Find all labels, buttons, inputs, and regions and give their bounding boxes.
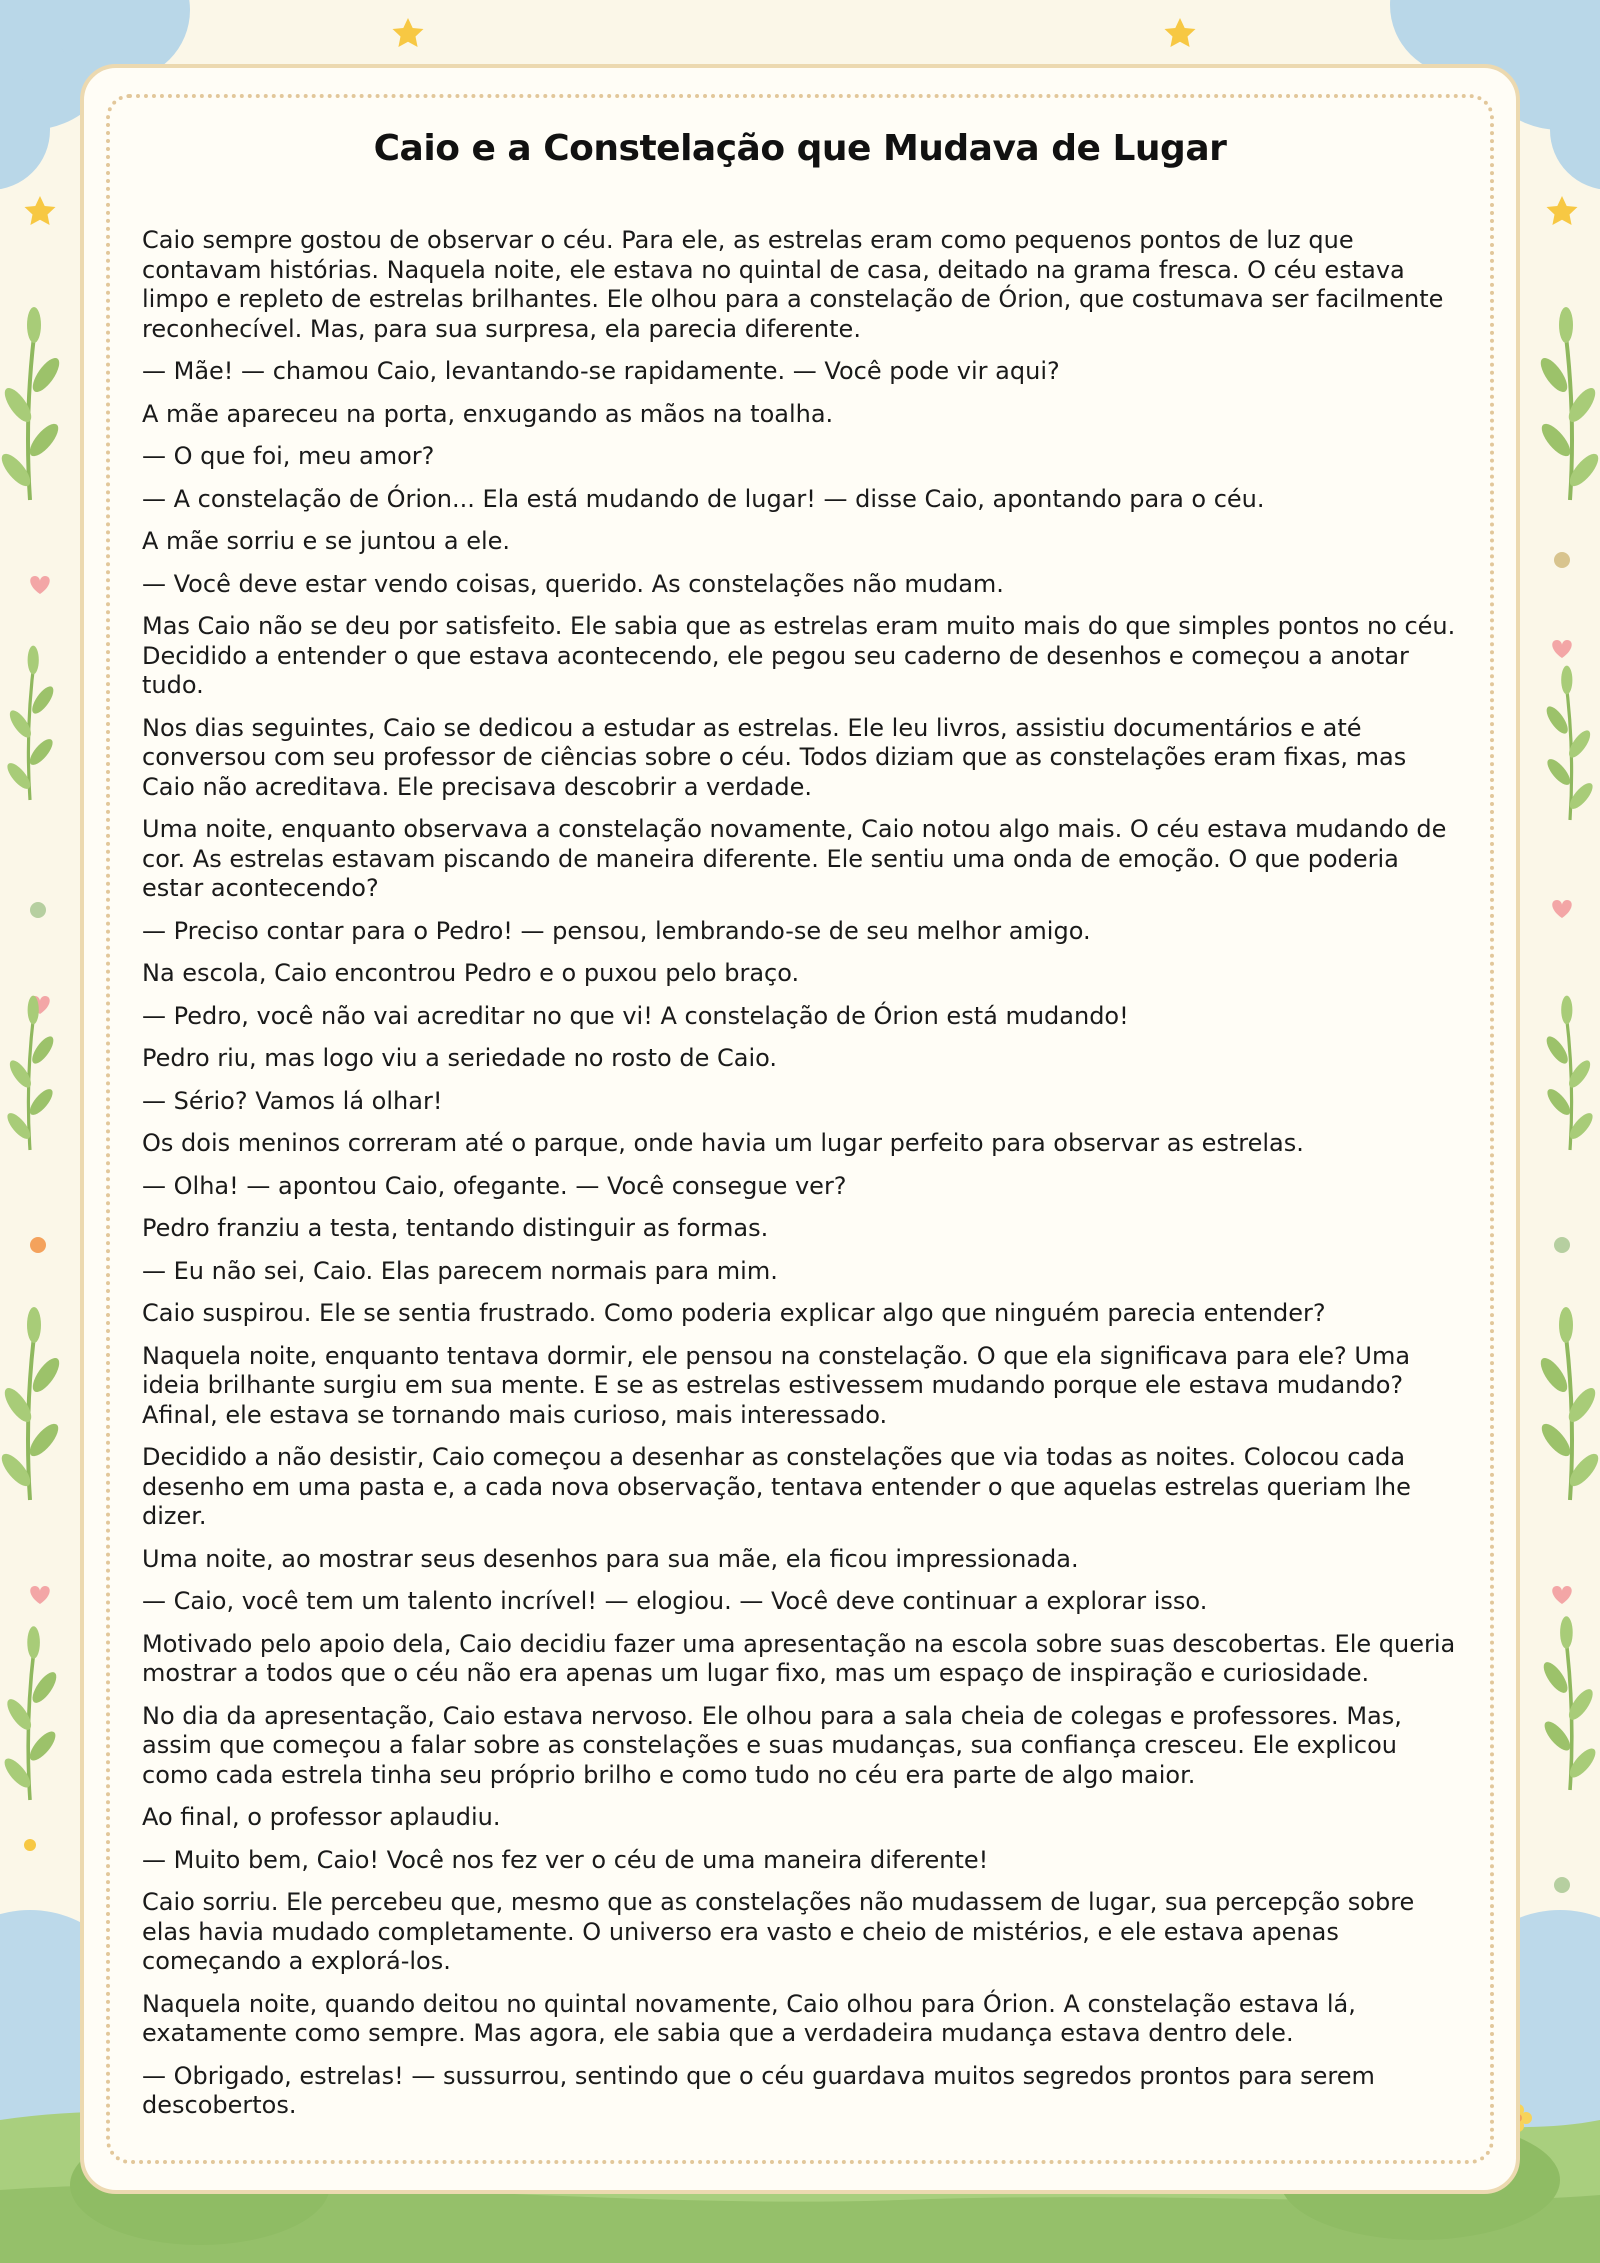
story-paragraph: Uma noite, ao mostrar seus desenhos para sua mãe, ela ficou impressionada. — [142, 1544, 1079, 1573]
story-paragraph: — Olha! — apontou Caio, ofegante. — Você consegue ver? — [142, 1171, 847, 1200]
story-paragraph: Ao final, o professor aplaudiu. — [142, 1803, 501, 1831]
story-paragraph: Pedro franziu a testa, tentando distinguir as formas. — [142, 1214, 769, 1242]
story-paragraph: Os dois meninos correram até o parque, onde havia um lugar perfeito para observar as estrelas. — [142, 1129, 1304, 1157]
story-paragraph: Na escola, Caio encontrou Pedro e o puxou pelo braço. — [142, 959, 800, 987]
story-paragraph: — A constelação de Órion... Ela está mudando de lugar! — disse Caio, apontando para o céu. — [142, 484, 1265, 513]
story-paragraph: — Mãe! — chamou Caio, levantando-se rapidamente. — Você pode vir aqui? — [142, 357, 1060, 385]
story-paragraph: Nos dias seguintes, Caio se dedicou a estudar as estrelas. Ele leu livros, assistiu documentários e até conversou com seu professor de ciências sobre o céu. Todos diziam que as constelações eram fixas, mas Caio não acreditava. Ele precisava descobrir a verdade. — [142, 713, 1407, 801]
story-paragraph: — Sério? Vamos lá olhar! — [142, 1086, 443, 1115]
story-paragraph: Motivado pelo apoio dela, Caio decidiu fazer uma apresentação na escola sobre suas descobertas. Ele queria mostrar a todos que o céu não era apenas um lugar fixo, mas um espaço de inspiração e curiosidade. — [142, 1629, 1456, 1687]
story-paragraph: — Caio, você tem um talento incrível! — elogiou. — Você deve continuar a explorar isso. — [142, 1587, 1208, 1615]
story-paragraph: — Pedro, você não vai acreditar no que vi! A constelação de Órion está mudando! — [142, 1001, 1129, 1030]
story-title: Caio e a Constelação que Mudava de Lugar — [373, 128, 1227, 169]
story-paragraph: — Você deve estar vendo coisas, querido. As constelações não mudam. — [142, 569, 1004, 598]
story-paragraph: Caio suspirou. Ele se sentia frustrado. Como poderia explicar algo que ninguém parecia entender? — [142, 1299, 1326, 1327]
story-paragraph: — Muito bem, Caio! Você nos fez ver o céu de uma maneira diferente! — [142, 1845, 989, 1874]
story-paragraph: Naquela noite, quando deitou no quintal novamente, Caio olhou para Órion. A constelação estava lá, exatamente como sempre. Mas agora, ele sabia que a verdadeira mudança estava dentro dele. — [142, 1989, 1356, 2047]
story-paragraph: Caio sorriu. Ele percebeu que, mesmo que as constelações não mudassem de lugar, sua percepção sobre elas havia mudado completamente. O universo era vasto e cheio de mistérios, e ele estava apenas começando a explorá-los. — [142, 1888, 1415, 1975]
story-body — [142, 226, 1460, 2134]
story-paragraph: Naquela noite, enquanto tentava dormir, ele pensou na constelação. O que ela significava para ele? Uma ideia brilhante surgiu em sua mente. E se as estrelas estivessem mudando porque ele estava mudando? Afinal, ele estava se tornando mais curioso, mais interessado. — [142, 1341, 1411, 1429]
story-paragraph: Decidido a não desistir, Caio começou a desenhar as constelações que via todas as noites. Colocou cada desenho em uma pasta e, a cada nova observação, tentava entender o que aquelas estrelas queriam lhe dizer. — [142, 1443, 1411, 1530]
story-paragraph: No dia da apresentação, Caio estava nervoso. Ele olhou para a sala cheia de colegas e professores. Mas, assim que começou a falar sobre as constelações e suas mudanças, sua confiança cresceu. Ele explicou como cada estrela tinha seu próprio brilho e como tudo no céu era parte de algo maior. — [142, 1701, 1402, 1789]
story-paragraph: Pedro riu, mas logo viu a seriedade no rosto de Caio. — [142, 1044, 778, 1072]
story-paragraph: Caio sempre gostou de observar o céu. Para ele, as estrelas eram como pequenos pontos de luz que contavam histórias. Naquela noite, ele estava no quintal de casa, deitado na grama fresca. O céu estava limpo e repleto de estrelas brilhantes. Ele olhou para a constelação de Órion, que costumava ser facilmente reconhecível. Mas, para sua surpresa, ela parecia diferente. — [142, 226, 1444, 343]
story-paragraph: — Obrigado, estrelas! — sussurrou, sentindo que o céu guardava muitos segredos prontos para serem descobertos. — [142, 2061, 1375, 2119]
story-paragraph: — O que foi, meu amor? — [142, 442, 435, 470]
story-paragraph: A mãe apareceu na porta, enxugando as mãos na toalha. — [142, 399, 834, 428]
story-paragraph: — Eu não sei, Caio. Elas parecem normais para mim. — [142, 1256, 778, 1285]
story-paragraph: Uma noite, enquanto observava a constelação novamente, Caio notou algo mais. O céu estava mudando de cor. As estrelas estavam piscando de maneira diferente. Ele sentiu uma onda de emoção. O que poderia estar acontecendo? — [142, 815, 1447, 902]
story-paragraph: Mas Caio não se deu por satisfeito. Ele sabia que as estrelas eram muito mais do que simples pontos no céu. Decidido a entender o que estava acontecendo, ele pegou seu caderno de desenhos e começou a anotar tudo. — [142, 612, 1456, 699]
story-paragraph: A mãe sorriu e se juntou a ele. — [142, 527, 511, 555]
story-paragraph: — Preciso contar para o Pedro! — pensou, lembrando-se de seu melhor amigo. — [142, 916, 1091, 945]
